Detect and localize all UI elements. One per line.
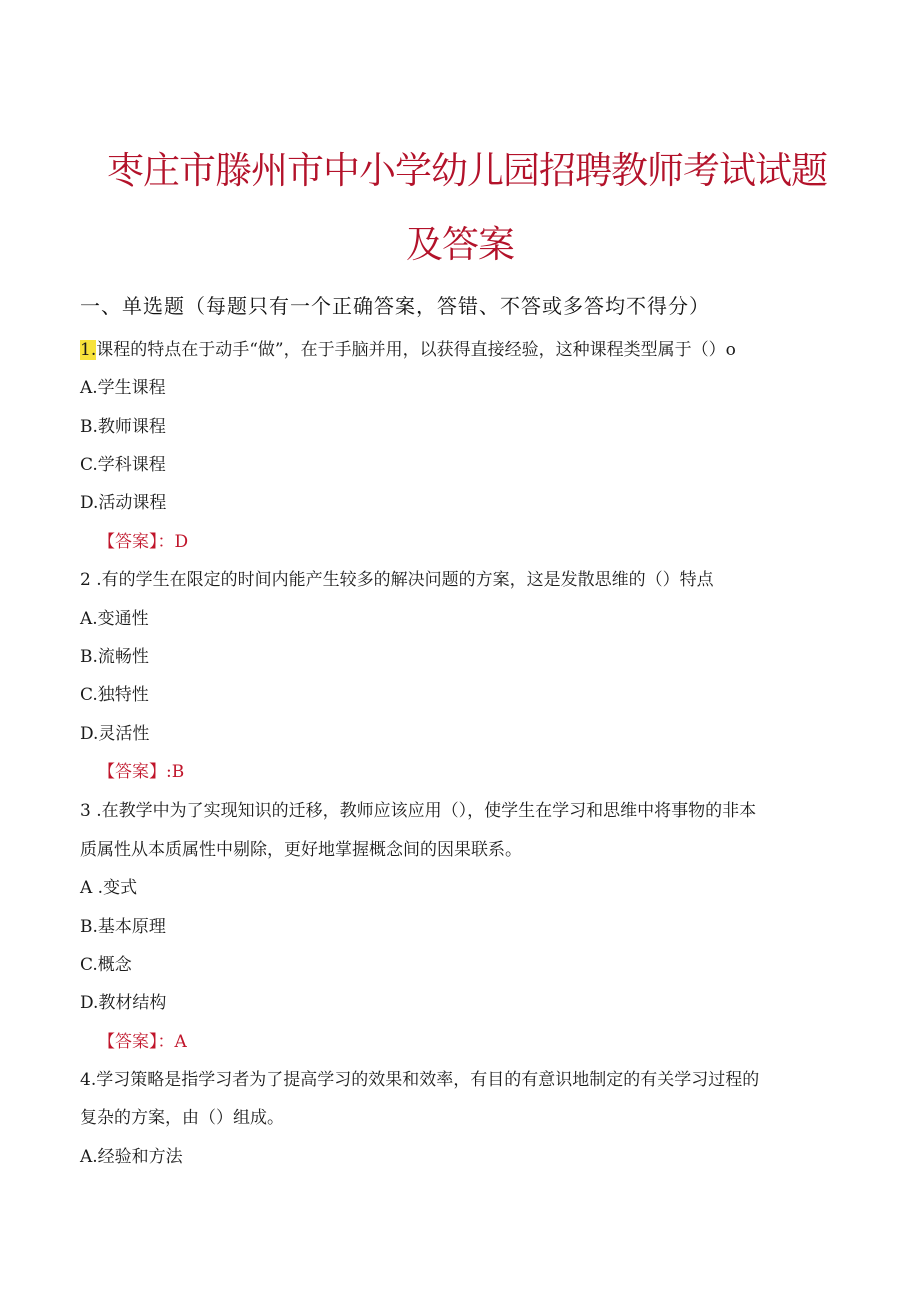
question-2-stem <box>80 572 714 589</box>
question-4-stem-line-2: 复杂的方案，由（）组成。 <box>80 1108 284 1128</box>
question-3-number: 3 <box>80 801 91 821</box>
question-2-option-a: A.变通性 <box>80 609 149 629</box>
question-1-option-b: B.教师课程 <box>80 417 166 437</box>
question-4-stem-line-1 <box>80 1072 759 1089</box>
question-2-option-d: D.灵活性 <box>80 724 150 744</box>
document-title-line-2: 及答案 <box>406 223 514 266</box>
question-1-option-a: A.学生课程 <box>80 378 166 398</box>
question-3-stem-line-1 <box>80 803 756 820</box>
question-3-text-1: .在教学中为了实现知识的迁移，教师应该应用（），使学生在学习和思维中将事物的非本 <box>90 801 757 821</box>
question-3-option-b: B.基本原理 <box>80 917 166 937</box>
question-4-number: 4. <box>80 1070 97 1090</box>
question-1-answer: 【答案】：D <box>98 532 189 552</box>
question-1-option-c: C.学科课程 <box>80 455 166 475</box>
question-3-option-d: D.教材结构 <box>80 993 167 1013</box>
question-4-option-a: A.经验和方法 <box>80 1147 183 1167</box>
question-2-answer: 【答案】:B <box>98 762 185 782</box>
question-3-stem-line-2: 质属性从本质属性中剔除，更好地掌握概念间的因果联系。 <box>80 840 522 860</box>
question-3-option-a: A .变式 <box>80 878 138 898</box>
question-3-answer: 【答案】：A <box>98 1032 187 1052</box>
question-4-text-1: 学习策略是指学习者为了提高学习的效果和效率，有目的有意识地制定的有关学习过程的 <box>96 1070 760 1090</box>
question-2-text: .有的学生在限定的时间内能产生较多的解决问题的方案，这是发散思维的（）特点 <box>90 570 714 590</box>
question-1-stem <box>80 342 736 359</box>
question-2-number: 2 <box>80 570 91 590</box>
question-1-option-d: D.活动课程 <box>80 493 167 513</box>
question-3-option-c: C.概念 <box>80 955 132 975</box>
question-2-option-b: B.流畅性 <box>80 647 149 667</box>
section-heading: 一、单选题（每题只有一个正确答案，答错、不答或多答均不得分） <box>80 294 710 318</box>
question-1-text: 课程的特点在于动手“做”，在于手脑并用，以获得直接经验，这种课程类型属于（）o <box>96 340 736 360</box>
document-title-line-1: 枣庄市滕州市中小学幼儿园招聘教师考试试题 <box>107 149 827 192</box>
question-1-number: 1. <box>80 340 97 360</box>
question-2-option-c: C.独特性 <box>80 685 149 705</box>
